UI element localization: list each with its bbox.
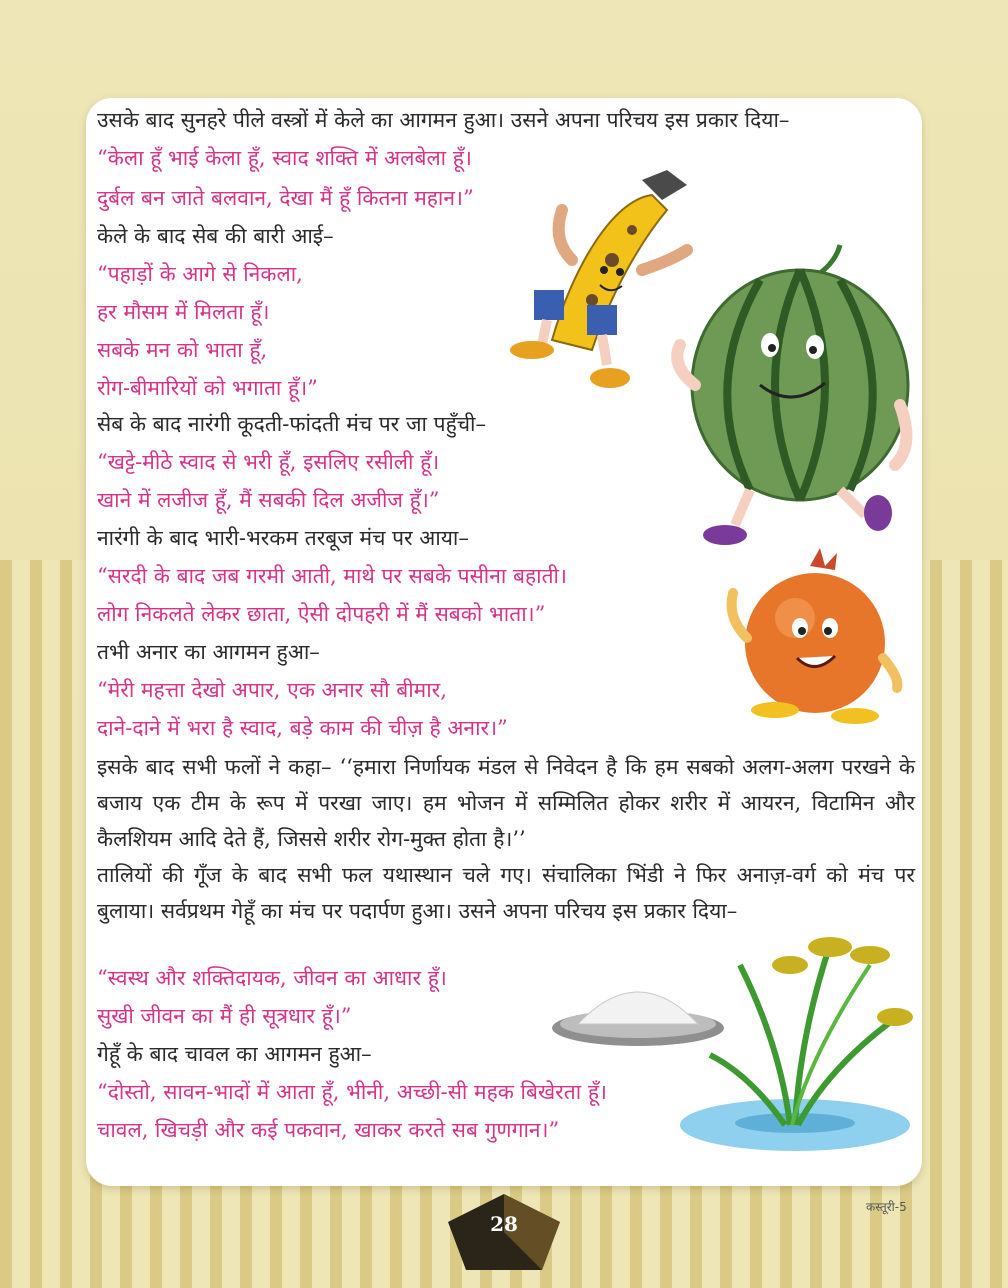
- verse-line: “सरदी के बाद जब गरमी आती, माथे पर सबके पसीना बहाती।: [97, 564, 567, 588]
- verse-line: रोग-बीमारियों को भगाता हूँ।”: [97, 376, 318, 400]
- page-number: 28: [490, 1212, 518, 1236]
- verse-line: “खट्टे-मीठे स्वाद से भरी हूँ, इसलिए रसीली हूँ।: [97, 450, 440, 474]
- pomegranate-illustration: [715, 548, 915, 728]
- verse-line: “केला हूँ भाई केला हूँ, स्वाद शक्ति में अलबेला हूँ।: [97, 146, 472, 170]
- prose-line: उसके बाद सुनहरे पीले वस्त्रों में केले का आगमन हुआ। उसने अपना परिचय इस प्रकार दिया–: [97, 108, 790, 132]
- watermelon-illustration: [650, 235, 920, 555]
- verse-line: लोग निकलते लेकर छाता, ऐसी दोपहरी में मैं सबको भाता।”: [97, 602, 546, 626]
- verse-line: “दोस्तो, सावन-भादों में आता हूँ, भीनी, अच्छी-सी महक बिखेरता हूँ।: [97, 1080, 607, 1104]
- verse-line: सुखी जीवन का मैं ही सूत्रधार हूँ।”: [97, 1004, 352, 1028]
- rice-plant-illustration: [680, 925, 920, 1155]
- prose-line: सेब के बाद नारंगी कूदती-फांदती मंच पर जा पहुँची–: [97, 412, 486, 436]
- prose-paragraph: तालियों की गूँज के बाद सभी फल यथास्थान चले गए। संचालिका भिंडी ने फिर अनाज़-वर्ग को मंच पर बुलाया। सर्वप्रथम गेहूँ का मंच पर पदार्पण हुआ। उसने अपना परिचय इस प्रकार दिया–: [97, 863, 915, 923]
- verse-line: “पहाड़ों के आगे से निकला,: [97, 262, 303, 286]
- verse-line: खाने में लजीज हूँ, मैं सबकी दिल अजीज हूँ।”: [97, 488, 440, 512]
- verse-line: सबके मन को भाता हूँ,: [97, 338, 268, 362]
- prose-line: केले के बाद सेब की बारी आई–: [97, 224, 334, 248]
- verse-line: चावल, खिचड़ी और कई पकवान, खाकर करते सब गुणगान।”: [97, 1118, 560, 1142]
- verse-line: दुर्बल बन जाते बलवान, देखा मैं हूँ कितना महान।”: [97, 186, 474, 210]
- verse-line: “मेरी महत्ता देखो अपार, एक अनार सौ बीमार,: [97, 678, 447, 702]
- prose-line: गेहूँ के बाद चावल का आगमन हुआ–: [97, 1042, 372, 1066]
- verse-line: “स्वस्थ और शक्तिदायक, जीवन का आधार हूँ।: [97, 966, 447, 990]
- book-label: कस्तूरी-5: [866, 1200, 907, 1214]
- prose-paragraph: इसके बाद सभी फलों ने कहा– ‘‘हमारा निर्णायक मंडल से निवेदन है कि हम सबको अलग-अलग परखने के बजाय एक टीम के रूप में परखा जाए। हम भोजन में सम्मिलित होकर शरीर में आयरन, विटामिन और कैलशियम आदि देते हैं, जिससे शरीर रोग-मुक्त होता है।’’: [97, 755, 915, 851]
- prose-line: तभी अनार का आगमन हुआ–: [97, 640, 320, 664]
- verse-line: दाने-दाने में भरा है स्वाद, बड़े काम की चीज़ है अनार।”: [97, 716, 508, 740]
- prose-line: नारंगी के बाद भारी-भरकम तरबूज मंच पर आया–: [97, 526, 469, 550]
- verse-line: हर मौसम में मिलता हूँ।: [97, 300, 270, 324]
